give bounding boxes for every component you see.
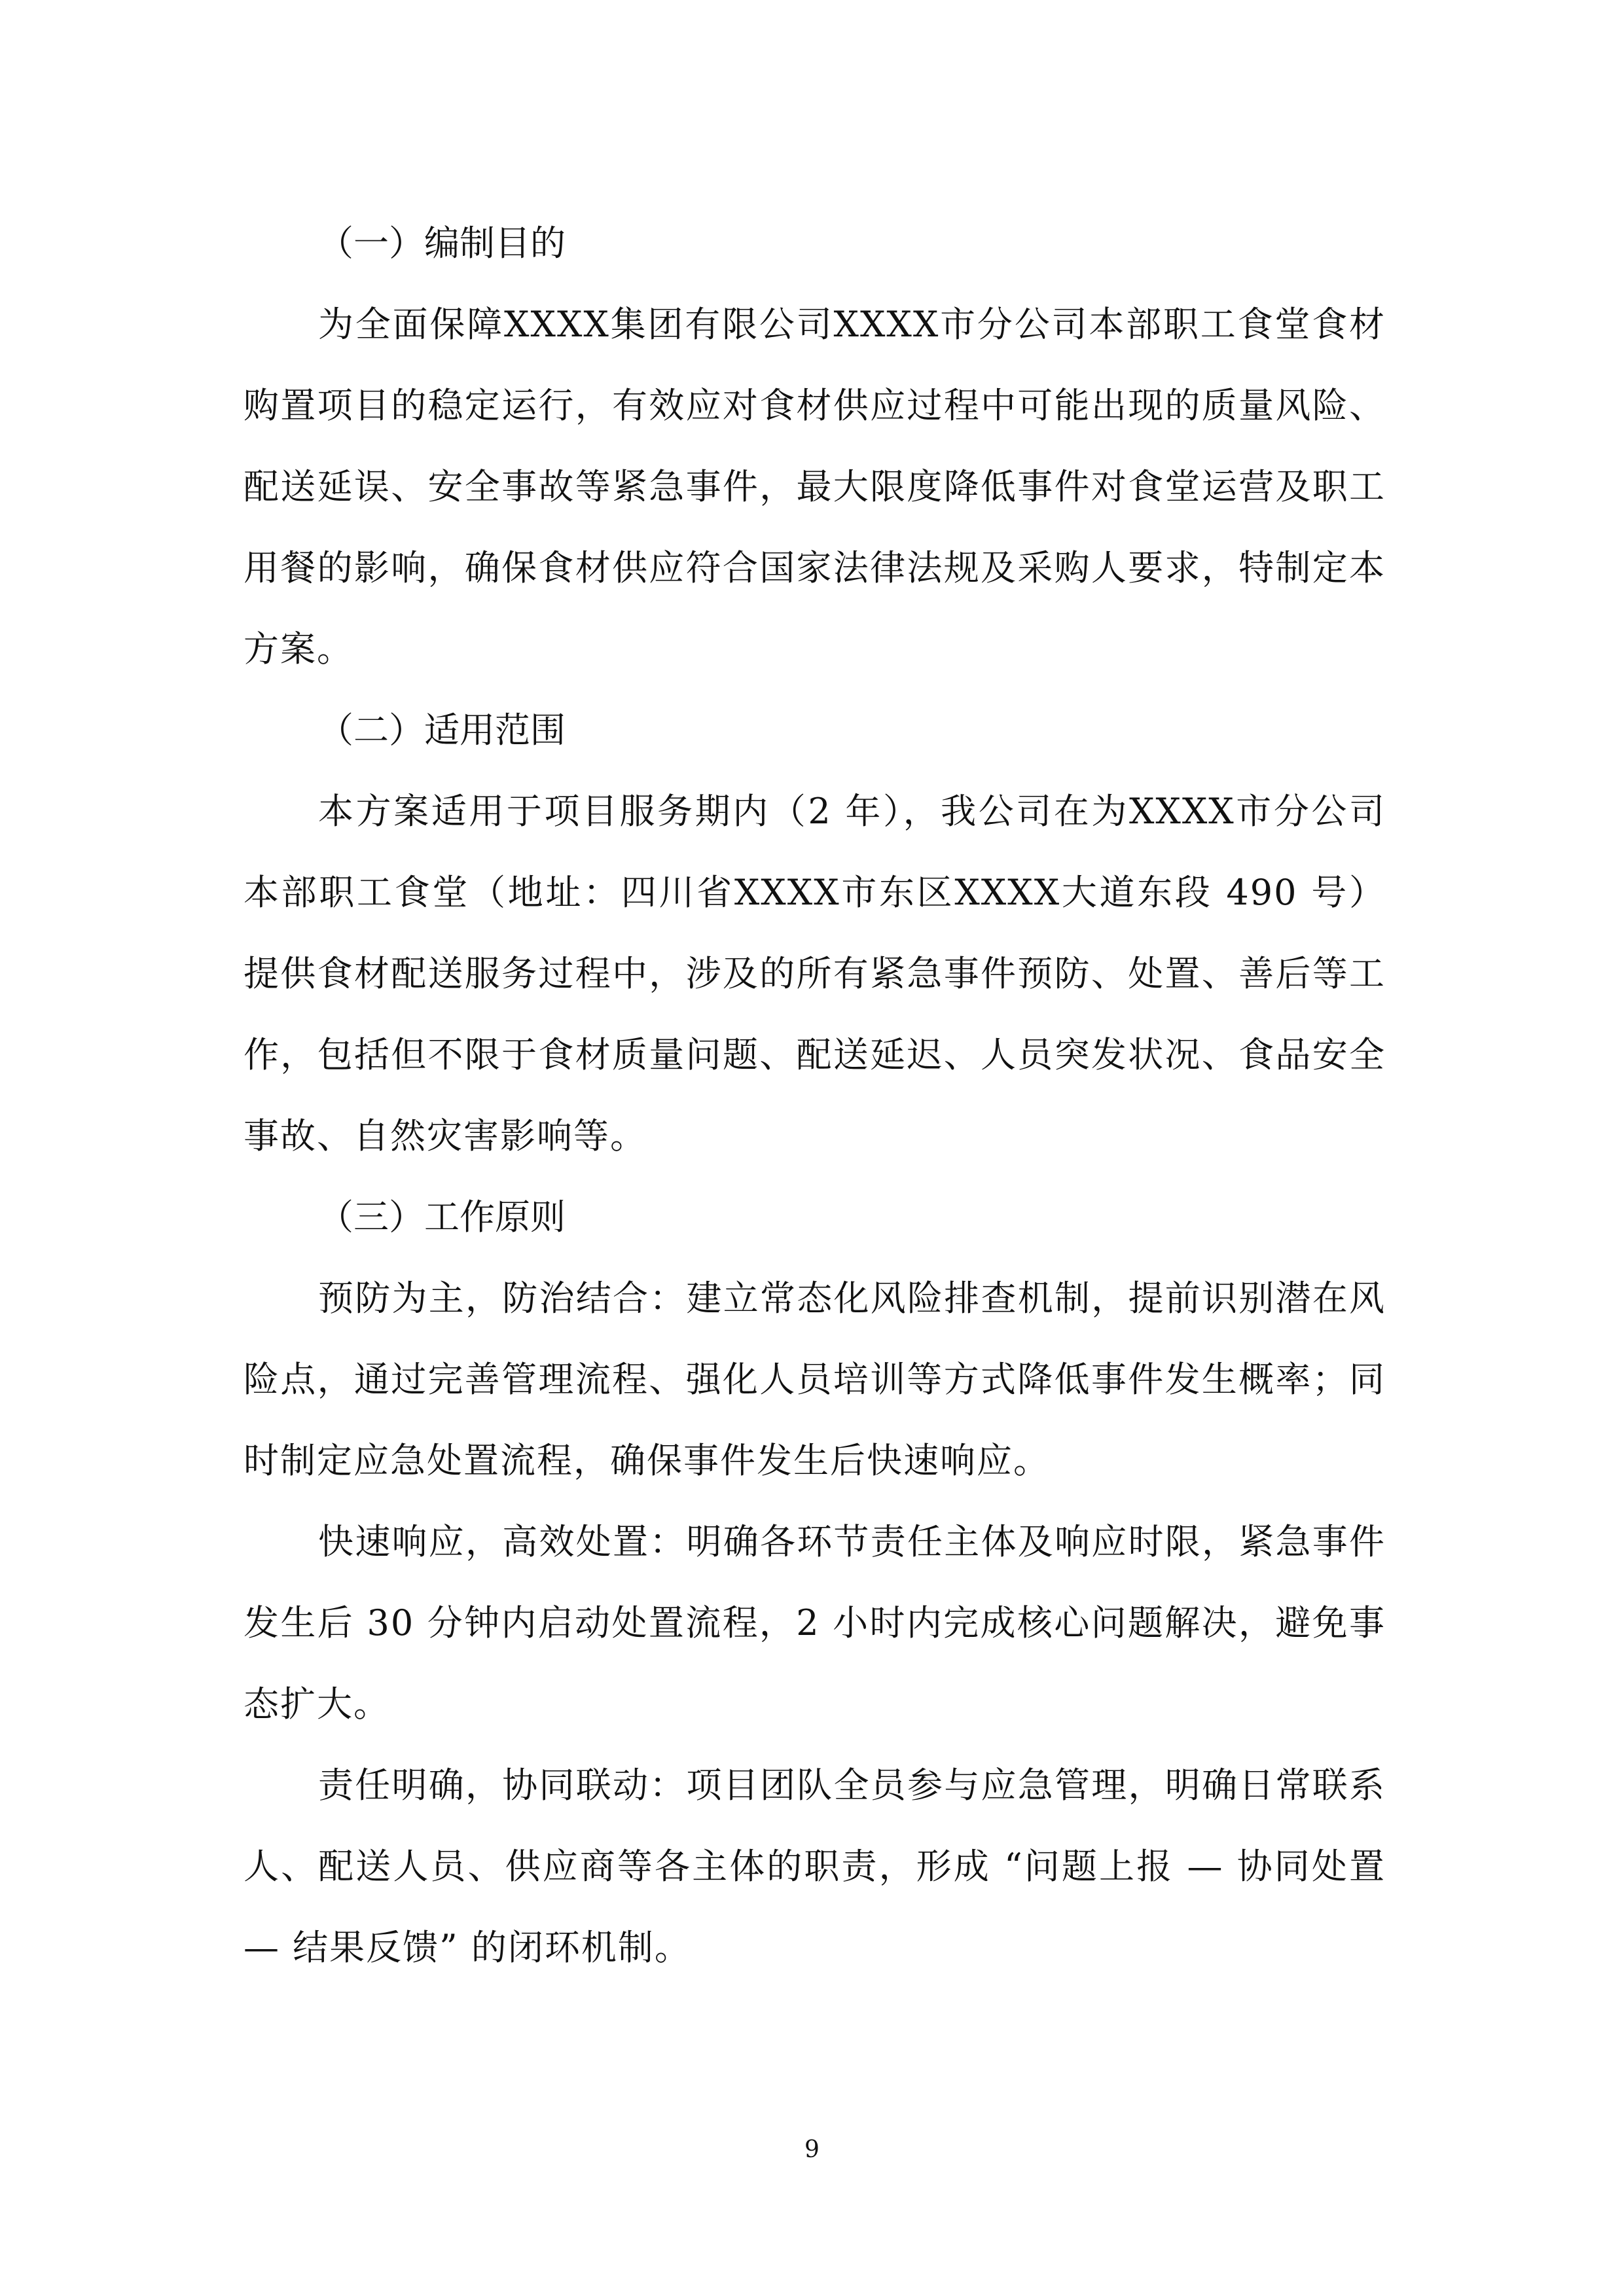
page-number: 9 (804, 2136, 820, 2163)
section-scope (244, 690, 1386, 1177)
section-heading: （三）工作原则 (318, 1196, 566, 1238)
section-purpose (244, 203, 1386, 690)
paragraph: 快速响应，高效处置：明确各环节责任主体及响应时限，紧急事件发生后 30 分钟内启动处置流程，2 小时内完成核心问题解决，避免事态扩大。 (244, 1521, 1386, 1725)
document-body (244, 203, 1386, 1988)
section-heading: （一）编制目的 (318, 223, 566, 264)
paragraph: 预防为主，防治结合：建立常态化风险排查机制，提前识别潜在风险点，通过完善管理流程、强化人员培训等方式降低事件发生概率；同时制定应急处置流程，确保事件发生后快速响应。 (244, 1278, 1386, 1481)
paragraph: 本方案适用于项目服务期内（2 年），我公司在为XXXX市分公司本部职工食堂（地址：四川省XXXX市东区XXXX大道东段 490 号）提供食材配送服务过程中，涉及的所有紧急事件预防、处置、善后等工作，包括但不限于食材质量问题、配送延迟、人员突发状况、食品安全事故、自然灾害影响等。 (244, 791, 1386, 1157)
paragraph: 为全面保障XXXX集团有限公司XXXX市分公司本部职工食堂食材购置项目的稳定运行，有效应对食材供应过程中可能出现的质量风险、配送延误、安全事故等紧急事件，最大限度降低事件对食堂运营及职工用餐的影响，确保食材供应符合国家法律法规及采购人要求，特制定本方案。 (244, 304, 1386, 670)
paragraph: 责任明确，协同联动：项目团队全员参与应急管理，明确日常联系人、配送人员、供应商等各主体的职责，形成 “问题上报 — 协同处置 — 结果反馈” 的闭环机制。 (244, 1765, 1386, 1968)
section-heading: （二）适用范围 (318, 709, 566, 751)
section-principles (244, 1177, 1386, 1988)
